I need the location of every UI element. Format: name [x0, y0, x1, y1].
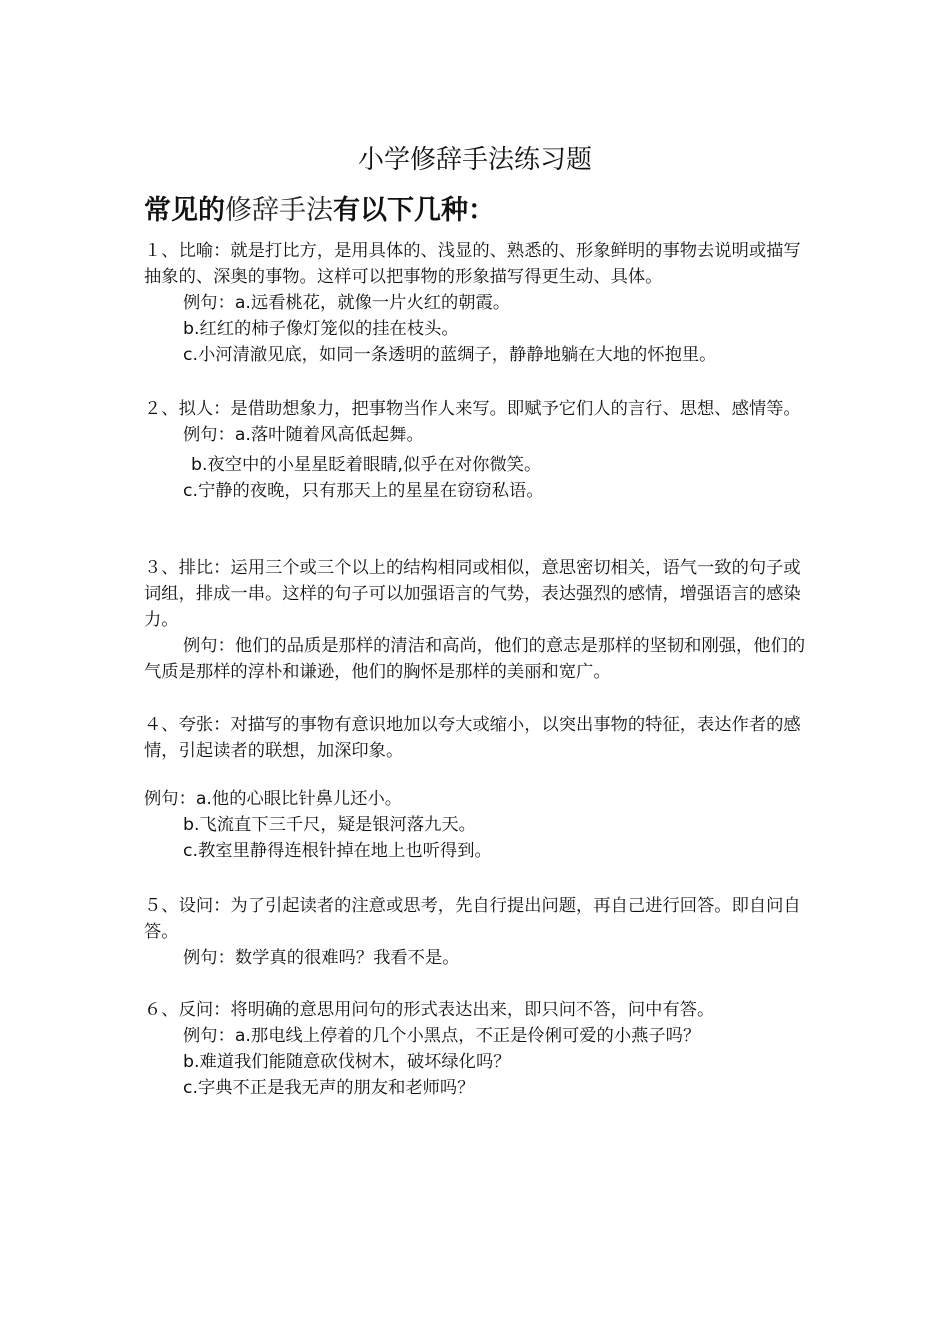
section-hyperbole: [144, 712, 809, 864]
section-rhetorical-question: [144, 893, 809, 971]
section-definition: ５、设问：为了引起读者的注意或思考，先自行提出问题，再自己进行回答。即自问自答。: [144, 896, 801, 942]
example-line: 例句：a.那电线上停着的几个小黑点，不正是伶俐可爱的小燕子吗？: [183, 1026, 701, 1046]
section-metaphor: [144, 238, 809, 368]
section-definition: ４、夸张：对描写的事物有意识地加以夸大或缩小，以突出事物的特征，表达作者的感情，引起读者的联想，加深印象。: [144, 715, 801, 761]
example-line: b.飞流直下三千尺，疑是银河落九天。: [183, 815, 476, 835]
heading-part-3: 有以下几种：: [333, 195, 495, 226]
heading-part-1: 常见的: [144, 195, 225, 226]
example-line: 例句：a.落叶随着风高低起舞。: [183, 425, 424, 445]
example-line: c.小河清澈见底，如同一条透明的蓝绸子，静静地躺在大地的怀抱里。: [183, 345, 717, 365]
page-title: 小学修辞手法练习题: [357, 145, 592, 175]
example-line: c.字典不正是我无声的朋友和老师吗？: [183, 1078, 475, 1098]
section-heading: [144, 192, 495, 230]
example-line: b.夜空中的小星星眨着眼睛,似乎在对你微笑。: [191, 455, 542, 475]
example-line: 例句：a.他的心眼比针鼻儿还小。: [144, 789, 403, 809]
section-counter-question: [144, 997, 809, 1101]
example-line: 例句：数学真的很难吗？我看不是。: [183, 948, 460, 968]
section-definition: １、比喻：就是打比方，是用具体的、浅显的、熟悉的、形象鲜明的事物去说明或描写抽象的、深奥的事物。这样可以把事物的形象描写得更生动、具体。: [144, 241, 801, 287]
section-personification: [144, 396, 809, 504]
section-parallelism: [144, 555, 809, 685]
example-line: c.宁静的夜晚，只有那天上的星星在窃窃私语。: [183, 481, 544, 501]
example-line: c.教室里静得连根针掉在地上也听得到。: [183, 841, 492, 861]
example-line: 例句：a.远看桃花，就像一片火红的朝霞。: [183, 293, 511, 313]
heading-part-2: 修辞手法: [225, 195, 333, 226]
example-line: b.难道我们能随意砍伐树木，破坏绿化吗？: [183, 1052, 511, 1072]
section-definition: ２、拟人：是借助想象力，把事物当作人来写。即赋予它们人的言行、思想、感情等。: [144, 399, 801, 419]
section-definition: ６、反问：将明确的意思用问句的形式表达出来，即只问不答，问中有答。: [144, 1000, 715, 1020]
section-definition: ３、排比：运用三个或三个以上的结构相同或相似，意思密切相关，语气一致的句子或词组，排成一串。这样的句子可以加强语言的气势，表达强烈的感情，增强语言的感染力。: [144, 558, 801, 630]
example-line: b.红红的柿子像灯笼似的挂在枝头。: [183, 319, 459, 339]
example-line: 例句：他们的品质是那样的清洁和高尚，他们的意志是那样的坚韧和刚强，他们的气质是那样的淳朴和谦逊，他们的胸怀是那样的美丽和宽广。: [144, 636, 806, 682]
